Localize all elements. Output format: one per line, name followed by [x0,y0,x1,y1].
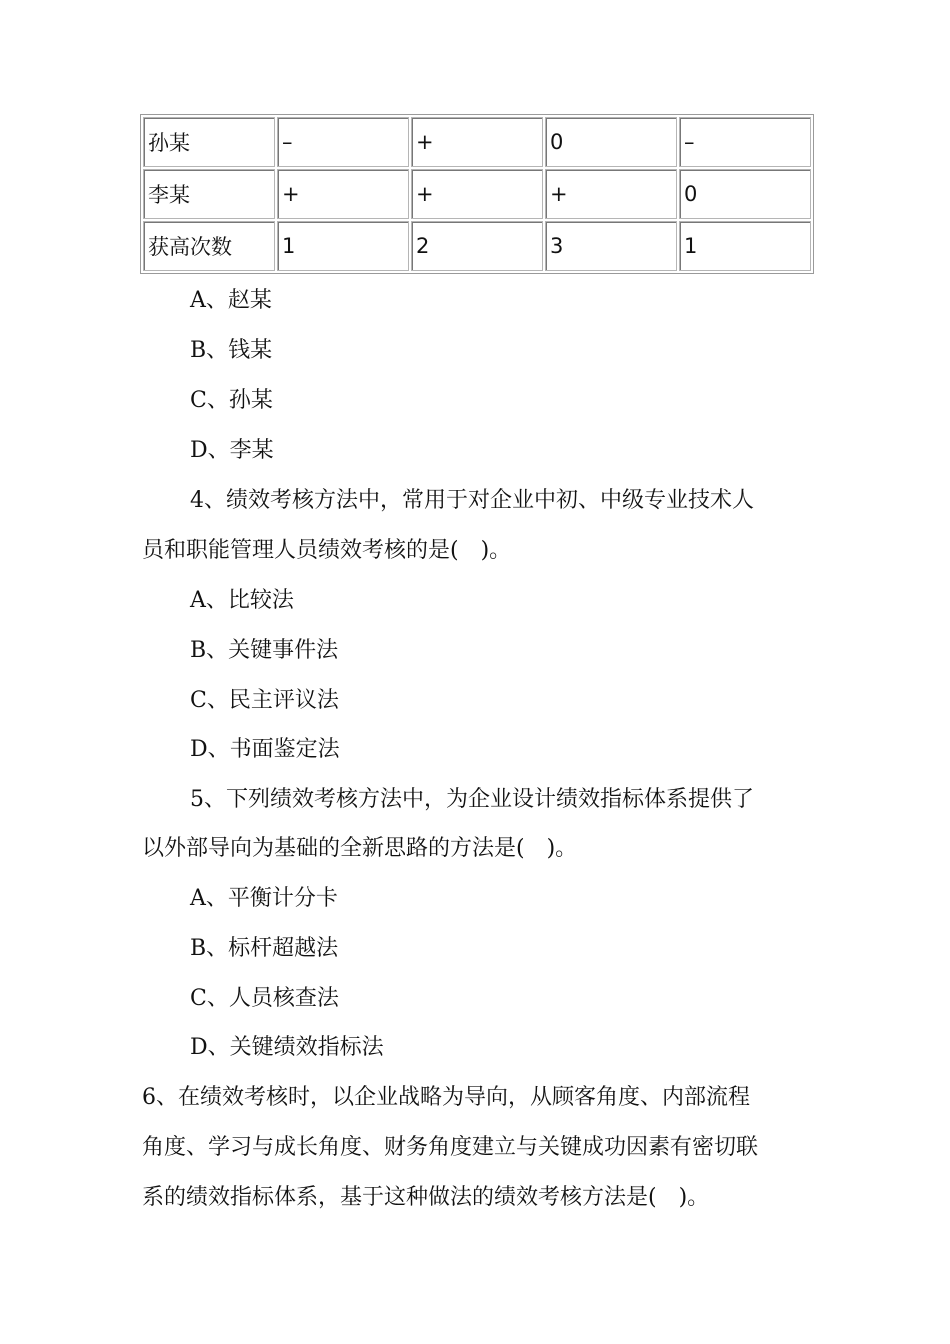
q3-option-d: D、李某 [190,438,274,463]
q5-stem-line-1: 5、下列绩效考核方法中，为企业设计绩效指标体系提供了 [190,787,754,812]
q4-option-c: C、民主评议法 [190,688,339,713]
table-cell: + [411,117,543,167]
q4-stem-line-2: 员和职能管理人员绩效考核的是( )。 [142,538,512,563]
table-cell: – [277,117,409,167]
table-cell: 3 [545,221,677,271]
table-cell: + [277,169,409,219]
table-cell: 0 [679,169,811,219]
table-cell: 2 [411,221,543,271]
q6-stem-line-1: 6、在绩效考核时，以企业战略为导向，从顾客角度、内部流程 [142,1085,750,1110]
table-cell: + [411,169,543,219]
q4-stem-line-1: 4、绩效考核方法中，常用于对企业中初、中级专业技术人 [190,488,754,513]
q5-option-a: A、平衡计分卡 [190,886,338,911]
q6-stem-line-3: 系的绩效指标体系，基于这种做法的绩效考核方法是( )。 [142,1185,710,1210]
q5-option-c: C、人员核查法 [190,986,339,1011]
table-cell: – [679,117,811,167]
q5-stem-line-2: 以外部导向为基础的全新思路的方法是( )。 [142,836,578,861]
q3-option-c: C、孙某 [190,388,273,413]
q5-option-d: D、关键绩效指标法 [190,1035,384,1060]
q4-option-b: B、关键事件法 [190,638,339,663]
q4-option-d: D、书面鉴定法 [190,737,340,762]
table-row [143,169,811,219]
table-cell: 李某 [143,169,275,219]
q3-option-b: B、钱某 [190,338,273,363]
table-cell: 1 [679,221,811,271]
table-cell: + [545,169,677,219]
table-row [143,117,811,167]
score-table [140,114,814,274]
q5-option-b: B、标杆超越法 [190,936,339,961]
q3-option-a: A、赵某 [190,288,272,313]
q6-stem-line-2: 角度、学习与成长角度、财务角度建立与关键成功因素有密切联 [142,1135,759,1160]
table-cell: 0 [545,117,677,167]
q4-option-a: A、比较法 [190,588,294,613]
table-cell: 1 [277,221,409,271]
table-row [143,221,811,271]
table-cell: 获高次数 [143,221,275,271]
table-cell: 孙某 [143,117,275,167]
